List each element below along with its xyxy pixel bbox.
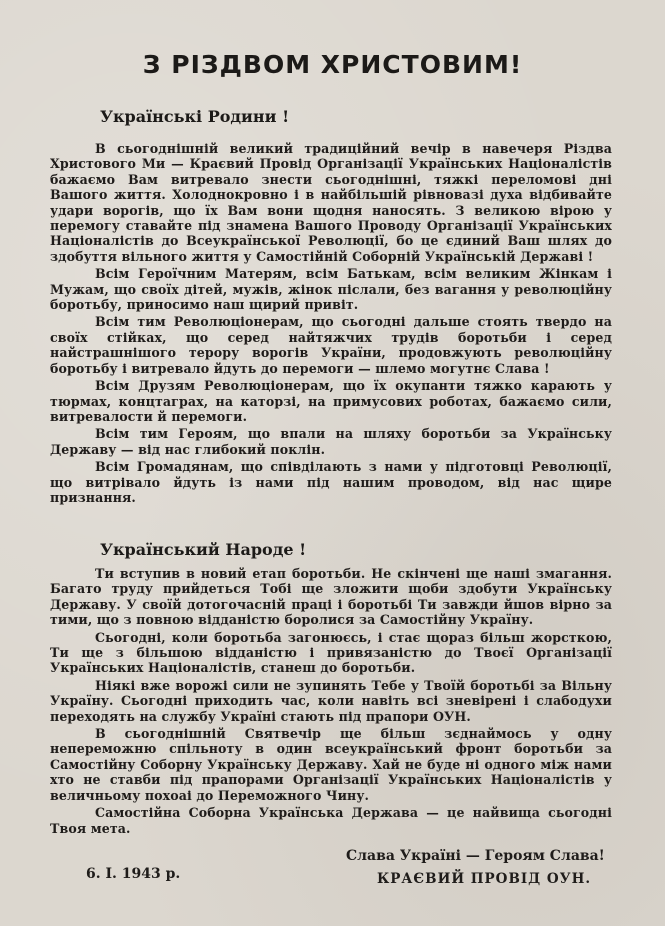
- paragraph: Всім Героїчним Матерям, всім Батькам, всім великим Жінкам і Мужам, що своїх дітей, мужів, жінок післали, без вагання у революційну боротьбу, приносимо наш щирий привіт.: [50, 266, 612, 313]
- section1-body: [50, 141, 612, 507]
- document-date: 6. I. 1943 р.: [86, 866, 181, 882]
- document-title: З РІЗДВОМ ХРИСТОВИМ!: [142, 50, 523, 79]
- section1-heading: Українські Родини !: [100, 107, 290, 126]
- paragraph: Сьогодні, коли боротьба загонюєсь, і стає щораз більш жорсткою, Ти ще з більшою відданістю і привязаністю до Твоєї Організації Українських Націоналістів, станеш до боротьби.: [50, 629, 612, 676]
- paragraph: Самостійна Соборна Українська Держава — це найвища сьогодні Твоя мета.: [50, 805, 612, 836]
- section2-body: [50, 566, 612, 838]
- paragraph: Всім тим Революціонерам, що сьогодні дальше стоять твердо на своїх стійках, що серед найтяжчих трудів боротьби і серед найстрашнішого терору ворогів України, продовжують революційну боротьбу і витревало йдуть до перемоги — шлемо могутнє Слава !: [50, 314, 612, 376]
- paragraph: Ти вступив в новий етап боротьби. Не скінчені ще наші змагання. Багато труду прийдеться Тобі ще зложити щоби здобути Українську Державу. У своїй дотогочасній праці і боротьбі Ти завжди йшов вірно за тими, що з повною відданістю боролися за Самостійну Україну.: [50, 566, 612, 628]
- paragraph: Всім тим Героям, що впали на шляху боротьби за Українську Державу — від нас глибокий поклін.: [50, 426, 612, 457]
- paragraph: В сьогоднішній великий традиційний вечір в навечеря Різдва Христового Ми — Краєвий Провід Організації Українських Націоналістів бажаємо Вам витревало знести сьогоднішні, тяжкі переломові дні Вашого життя. Холоднокровно і в найбільшій рівновазі духа відбивайте удари ворогів, що їх Вам вони щодня наносять. З великою вірою у перемогу ставайте під знамена Вашого Проводу Організації Українських Націоналістів до Всеукраїнської Революції, бо це єдиний Ваш шлях до здобуття вільного життя у Самостійній Соборній Українській Державі !: [50, 141, 612, 264]
- paragraph: Всім Громадянам, що співділають з нами у підготовці Революції, що витрівало йдуть із нами під нашим проводом, від нас щире признання.: [50, 459, 612, 505]
- paragraph: Ніякі вже ворожі сили не зупинять Тебе у Твоїй боротьбі за Вільну Україну. Сьогодні приходить час, коли навіть всі зневірені і слабодухи переходять на службу Україні стають під прапори ОУН.: [50, 677, 612, 724]
- paragraph: В сьогоднішній Святвечір ще більш зєднаймось у одну непереможню спільноту в один всеукраїнський фронт боротьби за Самостійну Соборну Українську Державу. Хай не буде ні одного між нами хто не ставби під прапорами Організації Українських Націоналістів у величньому похоаі до Переможного Чину.: [50, 726, 612, 803]
- paragraph: Всім Друзям Революціонерам, що їх окупанти тяжко карають у тюрмах, концтаграх, на каторзі, на примусових роботах, бажаємо сили, витревалости й перемоги.: [50, 378, 612, 424]
- closing-slogan: Слава Україні — Героям Слава!: [346, 848, 605, 864]
- section2-heading: Український Народе !: [100, 540, 307, 559]
- signature: КРАЄВИЙ ПРОВІД ОУН.: [377, 871, 592, 887]
